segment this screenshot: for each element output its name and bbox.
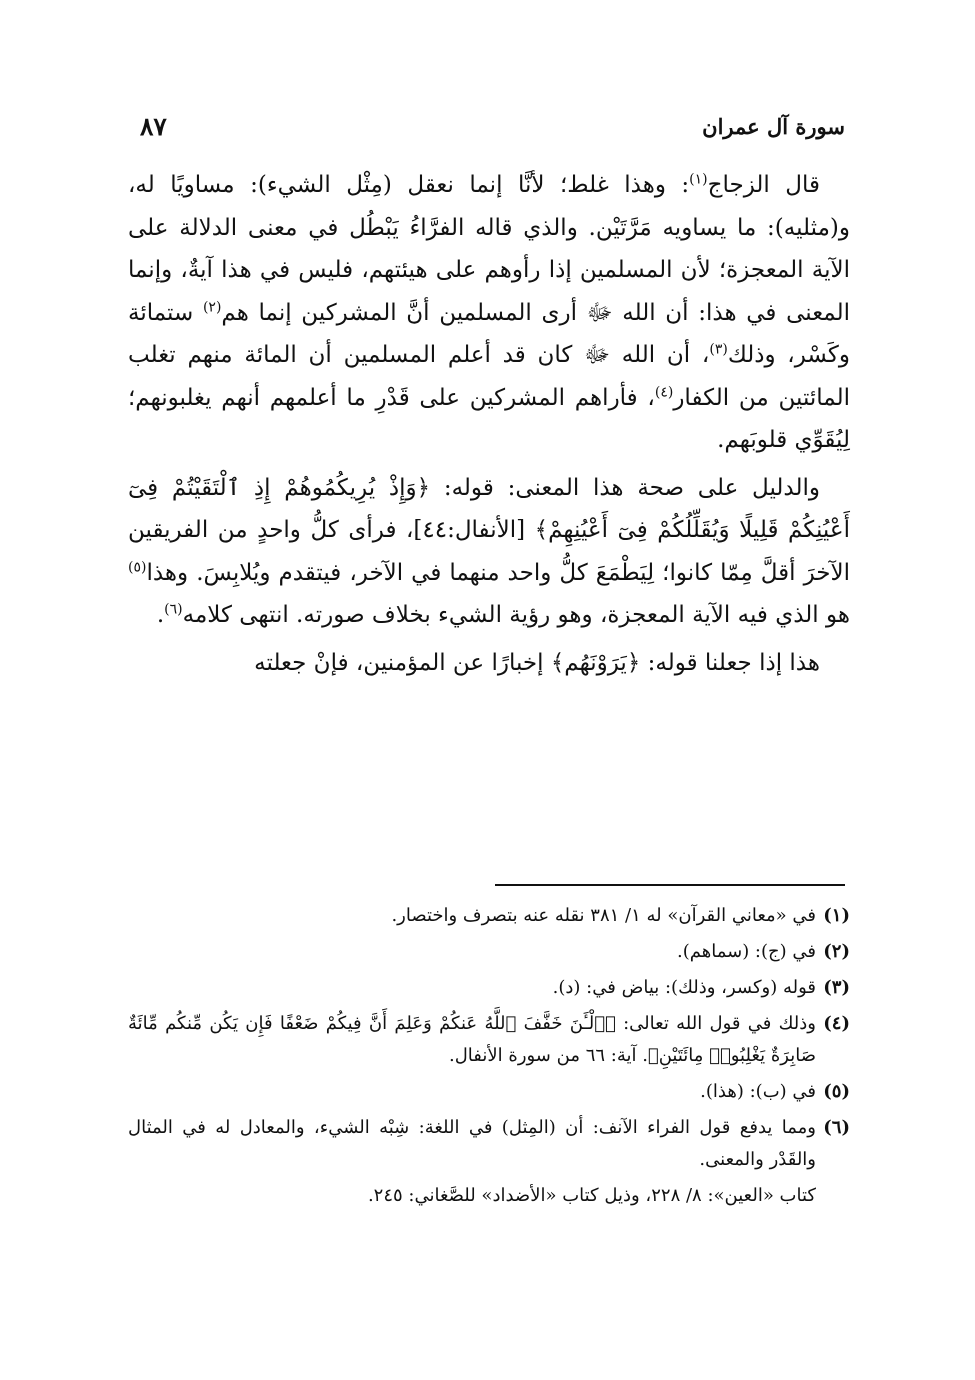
text-span: والدليل على صحة هذا المعنى: قوله:: [430, 474, 820, 501]
paragraph-1: [128, 164, 850, 462]
text-span: : وهذا غلط؛ لأنَّا إنما نعقل (مِثْل الشيء): مساويًا له، و(مثليه): ما يساويه مَرَّتَيْن. والذي قاله الفرَّاءُ يَبْطُل في معنى الدلالة على الآية المعجزة؛ لأن المسلمين إذا رأوهم على هيئتهم، فليس في هذا آيةٌ، وإنما المعنى في هذا: أن الله ﷻ أرى المسلمين أنَّ المشركين إنما هم: [128, 172, 851, 326]
footnote-number: (٦): [823, 1117, 850, 1138]
text-span: قال الزجاج: [707, 172, 820, 198]
text-span: [الأنفال:٤٤]، فرأى كلُّ واحدٍ من الفريقين الآخرَ أقلَّ مِمّا كانوا؛ لِيَطْمَعَ كلُّ واحد منهما في الآخر، فيتقدم ويُلابِسَ. وهذا: [128, 517, 850, 586]
page-header: [140, 108, 845, 148]
footnote-3: [128, 972, 850, 1004]
text-span: .: [156, 602, 165, 628]
footnote-separator: [495, 884, 845, 886]
footnote-6-continuation: كتاب «العين»: ٨/ ٢٢٨، وذيل كتاب «الأضداد» للصَّغاني: ٢٤٥.: [367, 1185, 816, 1206]
paragraph-3: [128, 642, 850, 685]
quran-verse: ﴿ٱلْـَٔنَ خَفَّفَ ٱللَّهُ عَنكُمْ وَعَلِمَ أَنَّ فِيكُمْ ضَعْفًا فَإِن يَكُن مِّنكُم مِّائَةٌ صَابِرَةٌ يَغْلِبُوا۟ مِائَتَيْنِ﴾: [128, 1013, 816, 1066]
text-span: هو الذي فيه الآية المعجزة، وهو رؤية الشيء بخلاف صورته. انتهى كلامه: [182, 602, 850, 628]
footnote-text: في (ج): (سماهم).: [677, 941, 816, 962]
footnote-ref-3: (٣): [709, 341, 728, 358]
footnote-ref-4: (٤): [654, 383, 674, 400]
page-number: ٨٧: [140, 112, 167, 141]
footnote-text: في (ب): (هذا).: [700, 1081, 816, 1102]
footnote-number: (١): [823, 905, 850, 926]
text-span: هذا إذا جعلنا قوله:: [640, 649, 820, 676]
footnote-ref-2: (٢): [202, 298, 222, 315]
footnote-text: في «معاني القرآن» له ١/ ٣٨١ نقله عنه بتصرف واختصار.: [391, 905, 816, 926]
text-span: إخبارًا عن المؤمنين، فإنْ جعلته: [254, 649, 551, 676]
footnote-number: (٣): [823, 977, 850, 998]
footnote-2: [128, 936, 850, 968]
text-span: ستمائة وكَسْر، وذلك: [128, 299, 850, 368]
footnote-text: ومما يدفع قول الفراء الآنف: أن (المِثل) في اللغة: شِبْه الشيء، والمعادل له في المثال والقَدْر والمعنى.: [128, 1117, 816, 1170]
footnotes: [128, 900, 850, 1212]
footnote-1: [128, 900, 850, 932]
footnote-number: (٤): [823, 1013, 850, 1034]
running-title: سورة آل عمران: [702, 114, 845, 139]
footnote-ref-1: (١): [689, 171, 708, 188]
quran-verse: ﴿يَرَوْنَهُم﴾: [550, 649, 641, 676]
paragraph-2: [128, 467, 850, 637]
footnote-6: [128, 1112, 850, 1176]
footnote-ref-6: (٦): [164, 601, 183, 618]
footnote-number: (٢): [823, 941, 850, 962]
quran-verse: ﴿وَإِذْ يُرِيكُمُوهُمْ إِذِ ٱلْتَقَيْتُمْ فِىٓ أَعْيُنِكُمْ قَلِيلًا وَيُقَلِّلُكُمْ فِىٓ أَعْيُنِهِمْ﴾: [128, 474, 850, 543]
footnote-text: قوله (وكسر، وذلك): بياض في: (د).: [552, 977, 816, 998]
footnote-ref-5: (٥): [128, 558, 147, 575]
text-span: ، أن الله ﷻ كان قد أعلم المسلمين أن المائة منهم تغلب المائتين من الكفار: [128, 342, 850, 411]
footnote-4: [128, 1008, 850, 1072]
footnote-5: [128, 1076, 850, 1108]
footnote-number: (٥): [823, 1081, 850, 1102]
footnote-text: [128, 1008, 816, 1072]
text-span: ، فأراهم المشركين على قَدْرِ ما أعلمهم أنهم يغلبونهم؛ لِيُقَوِّي قلوبَهم.: [128, 384, 850, 453]
main-text: [128, 164, 850, 684]
text-span: وذلك في قول الله تعالى:: [615, 1013, 816, 1034]
text-span: . آية: ٦٦ من سورة الأنفال.: [449, 1045, 648, 1066]
